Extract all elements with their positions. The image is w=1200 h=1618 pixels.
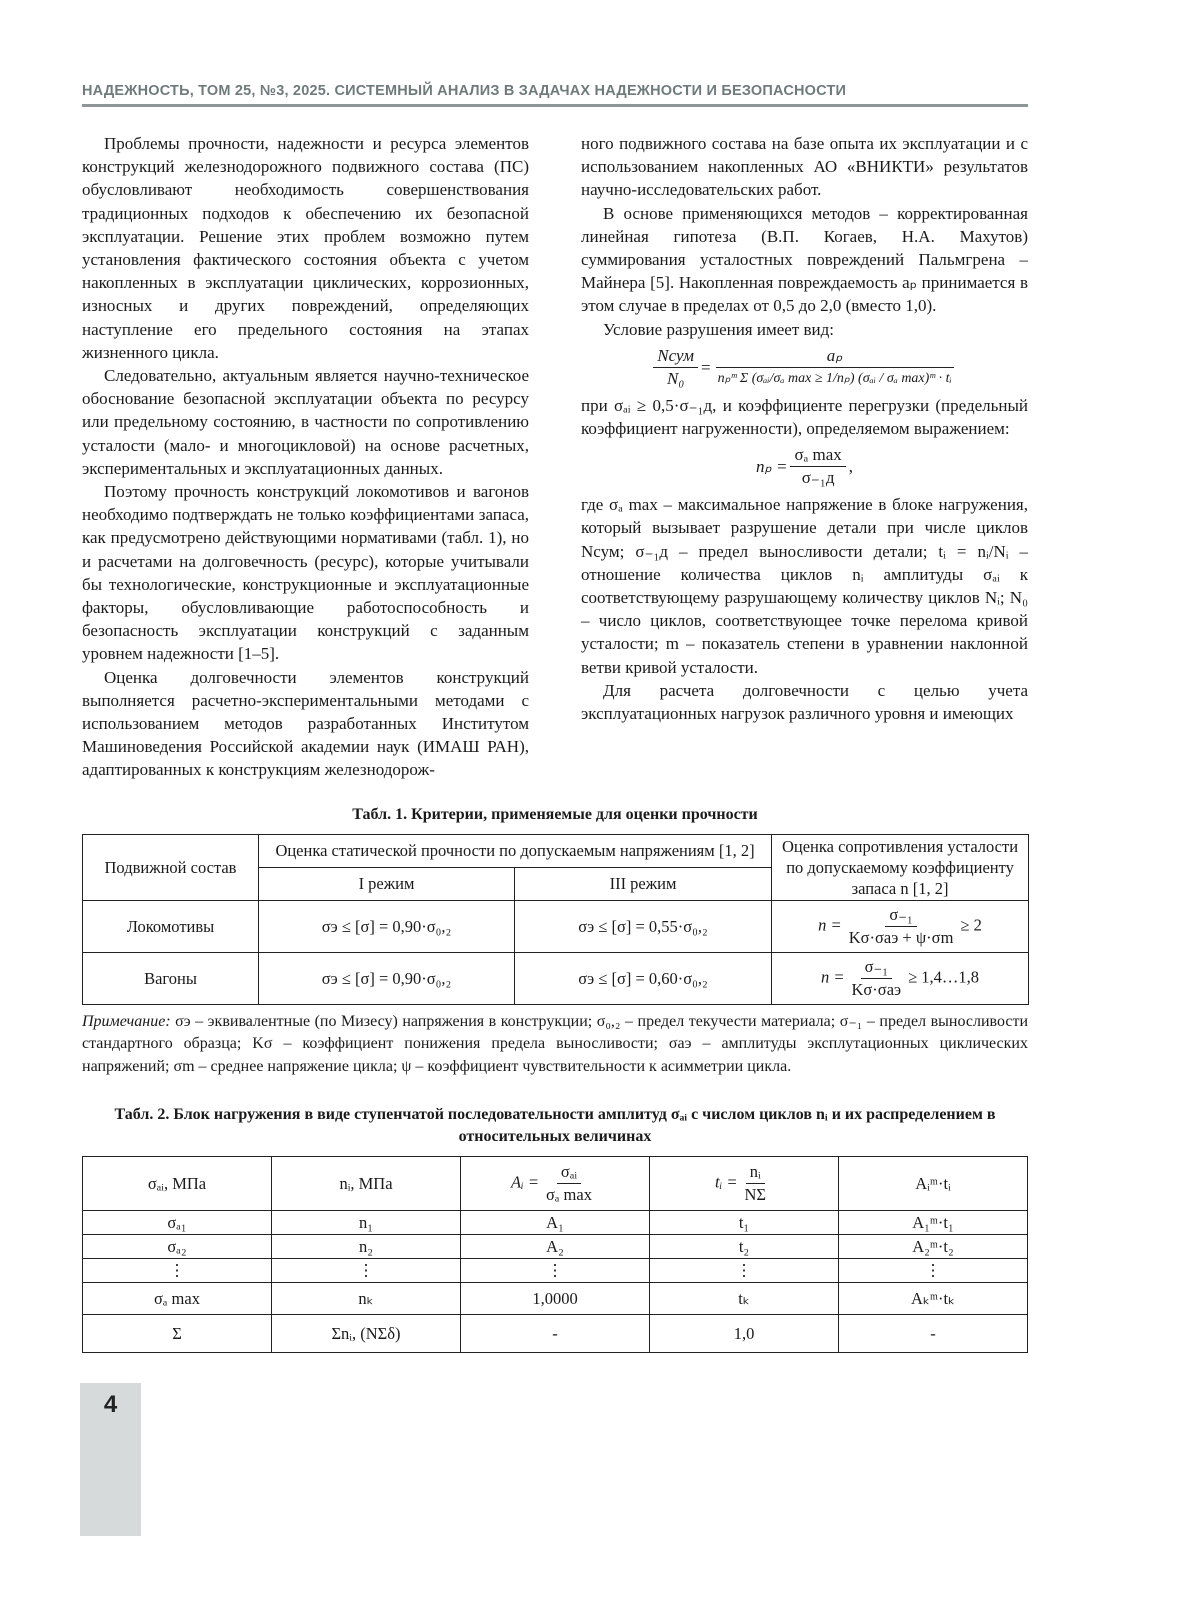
formula-denominator: σ₋₁д (801, 468, 835, 488)
table-row (83, 1235, 1028, 1259)
header-sigma: σₐᵢ, МПа (83, 1157, 272, 1211)
formula-numerator: Nсум (653, 345, 698, 368)
left-column (82, 132, 529, 782)
formula-numerator: σₐ max (790, 444, 845, 467)
n-rhs: ≥ 1,4…1,8 (908, 966, 980, 986)
formula-fraction (790, 444, 845, 489)
cell: t₁ (650, 1211, 839, 1235)
paragraph: где σₐ max – максимальное напряжение в блоке нагружения, который вызывает разрушение детали при числе циклов Nсум; σ₋₁д – предел выносливости детали; tᵢ = nᵢ/Nᵢ – отношение количества циклов nᵢ амплитуды σₐᵢ к соответствующему разрушающему количеству циклов Nᵢ; N₀ – число циклов, соответствующее точке перелома кривой усталости; m – показатель степени в уравнении наклонной ветви кривой усталости. (581, 495, 1028, 677)
n-lhs: n = (820, 966, 845, 986)
table-row (83, 1259, 1028, 1283)
table1-title: Табл. 1. Критерии, применяемые для оценки прочности (352, 805, 758, 823)
cell: A₂ (461, 1235, 650, 1259)
cell-mode3: σэ ≤ [σ] = 0,55·σ₀,₂ (515, 900, 772, 952)
cell: 1,0 (650, 1315, 839, 1353)
cell: n₁ (272, 1211, 461, 1235)
t-numerator: nᵢ (746, 1161, 765, 1184)
A-numerator: σₐᵢ (557, 1161, 581, 1184)
header-rule (82, 104, 1028, 107)
note-text: σэ – эквивалентные (по Мизесу) напряжения в конструкции; σ₀,₂ – предел текучести материала; σ₋₁ – предел выносливости стандартного образца; Kσ – коэффициент понижения предела выносливости; σаэ – амплитуды эксплутационных циклических напряжений; σm – среднее напряжение цикла; ψ – коэффициент чувствительности к асимметрии цикла. (82, 1012, 1028, 1075)
header-n: nᵢ, МПа (272, 1157, 461, 1211)
table-row (83, 1315, 1028, 1353)
t-fraction (740, 1161, 770, 1206)
cell: t₂ (650, 1235, 839, 1259)
cell: σₐ₂ (83, 1235, 272, 1259)
formula-rhs-fraction (714, 345, 956, 390)
cell-fatigue (772, 952, 1029, 1004)
table-row (83, 952, 1029, 1004)
table2 (82, 1156, 1028, 1353)
table1-note (82, 1011, 1028, 1079)
n-denominator: Kσ·σаэ + ψ·σm (848, 927, 954, 947)
table-row (83, 1283, 1028, 1315)
n-rhs: ≥ 2 (960, 914, 982, 934)
cell: ⋮ (83, 1259, 272, 1283)
cell: A₂ᵐ·t₂ (839, 1235, 1028, 1259)
n-denominator: Kσ·σаэ (851, 979, 902, 999)
cell: Σ (83, 1315, 272, 1353)
table-row (83, 900, 1029, 952)
n-fraction (848, 956, 906, 1001)
n-fraction (845, 904, 958, 949)
formula-lhs: nₚ = (755, 457, 788, 477)
cell-name: Локомотивы (83, 900, 259, 952)
n-lhs: n = (818, 914, 842, 934)
paragraph: Для расчета долговечности с целью учета эксплуатационных нагрузок различного уровня и имеющих (581, 680, 1028, 724)
table1 (82, 834, 1029, 1005)
cell-mode1: σэ ≤ [σ] = 0,90·σ₀,₂ (259, 952, 515, 1004)
header-mode-3: III режим (515, 867, 772, 900)
cell: σₐ₁ (83, 1211, 272, 1235)
paragraph: В основе применяющихся методов – корректированная линейная гипотеза (В.П. Когаев, Н.А. Махутов) суммирования усталостных повреждений Пальмгрена – Майнера [5]. Накопленная повреждаемость aₚ принимается в этом случае в пределах от 0,5 до 2,0 (вместо 1,0). (581, 203, 1028, 316)
t-lhs: tᵢ = (715, 1172, 738, 1192)
cell-mode3: σэ ≤ [σ] = 0,60·σ₀,₂ (515, 952, 772, 1004)
cell: ⋮ (272, 1259, 461, 1283)
A-lhs: Aᵢ = (511, 1172, 539, 1192)
A-denominator: σₐ max (546, 1185, 592, 1205)
table-header-row (83, 834, 1029, 867)
formula-tail: , (848, 457, 854, 477)
paragraph: Проблемы прочности, надежности и ресурса элементов конструкций железнодорожного подвижного состава (ПС) обусловливают необходимость совершенствования традиционных подходов к обеспечению их безопасной эксплуатации. Решение этих проблем возможно путем установления фактического состояния объекта с учетом накопленных в эксплуатации циклических, коррозионных, износных и других повреждений, определяющих наступление его предельного состояния на этапах жизненного цикла. (82, 134, 529, 362)
text-columns (82, 132, 1028, 782)
cell-name: Вагоны (83, 952, 259, 1004)
running-header: НАДЕЖНОСТЬ, ТОМ 25, №3, 2025. СИСТЕМНЫЙ АНАЛИЗ В ЗАДАЧАХ НАДЕЖНОСТИ И БЕЗОПАСНОСТИ (82, 83, 847, 99)
t-denominator: NΣ (744, 1185, 766, 1205)
failure-condition-formula (581, 345, 1028, 390)
header-mode-1: I режим (259, 867, 515, 900)
paragraph: ного подвижного состава на базе опыта их эксплуатации и с использованием накопленных АО «ВНИКТИ» результатов научно-исследовательских работ. (581, 134, 1028, 200)
paragraph: Поэтому прочность конструкций локомотивов и вагонов необходимо подтверждать не только коэффициентами запаса, как предусмотрено действующими нормативами (табл. 1), но и расчетами на долговечность (ресурс), которые учитывали бы технологические, конструкционные и эксплуатационные факторы, обусловливающие работоспособность и безопасность эксплуатации конструкций с заданным уровнем надежности [1–5]. (82, 482, 529, 664)
header-At: Aᵢᵐ·tᵢ (839, 1157, 1028, 1211)
cell: Aₖᵐ·tₖ (839, 1283, 1028, 1315)
header-static-strength: Оценка статической прочности по допускаемым напряжениям [1, 2] (259, 834, 772, 867)
overload-coefficient-formula (581, 444, 1028, 489)
paragraph: Условие разрушения имеет вид: (603, 319, 835, 339)
header-t (650, 1157, 839, 1211)
paragraph: Оценка долговечности элементов конструкций выполняется расчетно-экспериментальными методами с использованием методов разработанных Институтом Машиноведения Российской академии наук (ИМАШ РАН), адаптированных к конструкциям железнодорож- (82, 667, 529, 780)
table-row (83, 1211, 1028, 1235)
A-fraction (542, 1161, 596, 1206)
note-label: Примечание: (82, 1012, 171, 1030)
formula-lhs-fraction (653, 345, 698, 390)
cell: ⋮ (650, 1259, 839, 1283)
cell: ⋮ (461, 1259, 650, 1283)
right-column (581, 132, 1028, 782)
n-numerator: σ₋₁ (885, 904, 916, 927)
cell: σₐ max (83, 1283, 272, 1315)
page-number: 4 (103, 1391, 118, 1419)
header-A (461, 1157, 650, 1211)
formula-equals: = (700, 357, 711, 377)
cell: Σnᵢ, (NΣδ) (272, 1315, 461, 1353)
page-footer (82, 1383, 1028, 1536)
cell: A₁ (461, 1211, 650, 1235)
table2-title: Табл. 2. Блок нагружения в виде ступенчатой последовательности амплитуд σₐᵢ с числом циклов nᵢ и их распределением в относительных величинах (114, 1106, 996, 1146)
cell: - (839, 1315, 1028, 1353)
header-fatigue: Оценка сопротивления усталости по допускаемому коэффициенту запаса n [1, 2] (772, 834, 1029, 900)
cell: 1,0000 (461, 1283, 650, 1315)
formula-numerator: aₚ (716, 345, 954, 368)
n-numerator: σ₋₁ (861, 956, 892, 979)
paragraph: Следовательно, актуальным является научно-техническое обоснование безопасной эксплуатации объекта по ресурсу или предельному состоянию, в частности по сопротивлению усталости (мало- и многоцикловой) на основе расчетных, экспериментальных и эксплуатационных данных. (82, 366, 529, 478)
cell: tₖ (650, 1283, 839, 1315)
paragraph: при σₐᵢ ≥ 0,5·σ₋₁д, и коэффициенте перегрузки (предельный коэффициент нагруженности), определяемом выражением: (581, 395, 1028, 439)
cell: - (461, 1315, 650, 1353)
table-header-row (83, 1157, 1028, 1211)
formula-denominator: N₀ (666, 368, 685, 388)
cell: n₂ (272, 1235, 461, 1259)
formula-denominator: nₚᵐ Σ (σₐᵢ/σₐ max ≥ 1/nₚ) (σₐᵢ / σₐ max)ᵐ · tᵢ (717, 370, 952, 386)
cell: ⋮ (839, 1259, 1028, 1283)
page-number-box (80, 1383, 141, 1536)
header-rolling-stock: Подвижной состав (83, 834, 259, 900)
cell: A₁ᵐ·t₁ (839, 1211, 1028, 1235)
cell: nₖ (272, 1283, 461, 1315)
cell-mode1: σэ ≤ [σ] = 0,90·σ₀,₂ (259, 900, 515, 952)
cell-fatigue (772, 900, 1029, 952)
